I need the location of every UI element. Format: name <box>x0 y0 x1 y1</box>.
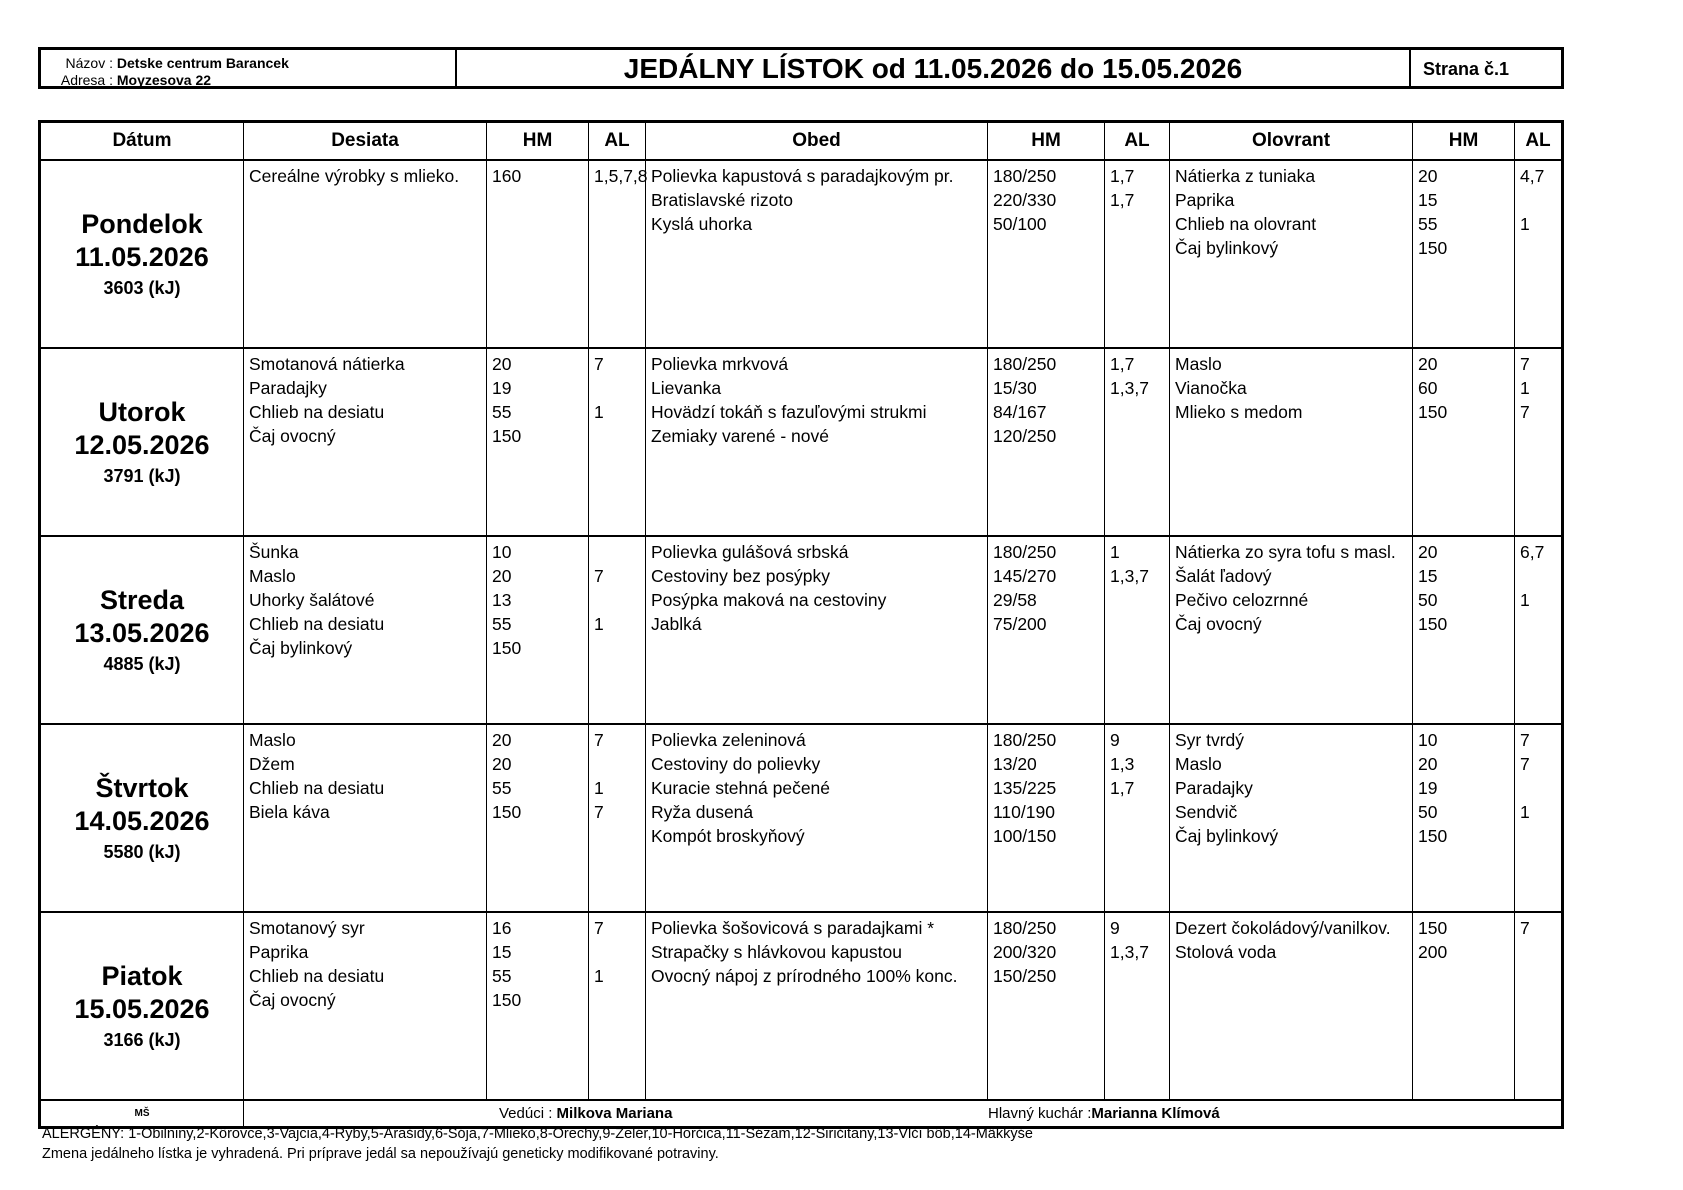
obed-amount: 180/250 <box>993 730 1057 750</box>
obed-amount: 180/250 <box>993 542 1057 562</box>
olovrant-allergens: 7 <box>1520 918 1530 938</box>
olovrant-item: Mlieko s medom <box>1175 402 1303 422</box>
desiata-amount: 20 <box>492 754 512 774</box>
ms-label: MŠ <box>41 1101 244 1126</box>
col-header-datum: Dátum <box>41 123 244 159</box>
desiata-allergens-cell <box>589 537 646 723</box>
olovrant-amount-cell <box>1413 161 1515 347</box>
olovrant-amount: 19 <box>1418 778 1438 798</box>
obed-allergens: 9 <box>1110 730 1120 750</box>
desiata-allergens <box>594 540 645 564</box>
obed-allergens <box>1110 612 1169 636</box>
olovrant-amount-cell <box>1413 349 1515 535</box>
obed-item-cell <box>646 161 988 347</box>
obed-allergens-cell <box>1105 913 1170 1099</box>
desiata-amount-cell <box>487 537 589 723</box>
desiata-allergens: 1,5,7,8 <box>594 166 648 186</box>
day-name: Štvrtok <box>95 773 189 803</box>
col-header-hm: HM <box>1413 123 1515 159</box>
day-date: 12.05.2026 <box>74 430 210 460</box>
olovrant-amount: 15 <box>1418 190 1438 210</box>
olovrant-allergens: 7 <box>1520 730 1530 750</box>
desiata-amount-cell <box>487 913 589 1099</box>
day-name: Pondelok <box>81 209 203 239</box>
day-cell <box>41 913 244 1099</box>
desiata-allergens <box>594 376 645 400</box>
olovrant-item-cell <box>1170 725 1413 911</box>
olovrant-item: Nátierka zo syra tofu s masl. <box>1175 542 1396 562</box>
desiata-allergens: 1 <box>594 778 604 798</box>
obed-amount: 135/225 <box>993 778 1057 798</box>
obed-amount: 110/190 <box>993 802 1055 822</box>
day-energy: 4885 (kJ) <box>103 654 181 674</box>
disclaimer: Zmena jedálneho lístka je vyhradená. Pri príprave jedál sa nepoužívajú geneticky modifikované potraviny. <box>42 1146 719 1162</box>
desiata-item: Smotanová nátierka <box>249 354 405 374</box>
desiata-item: Biela káva <box>249 802 330 822</box>
day-energy: 3166 (kJ) <box>103 1030 181 1050</box>
menu-header <box>38 47 1564 89</box>
obed-allergens: 1 <box>1110 542 1120 562</box>
obed-amount: 100/150 <box>993 826 1057 846</box>
obed-allergens <box>1110 212 1169 236</box>
day-date: 14.05.2026 <box>74 806 210 836</box>
day-cell <box>41 161 244 347</box>
desiata-amount: 150 <box>492 802 522 822</box>
desiata-allergens <box>594 752 645 776</box>
olovrant-amount: 20 <box>1418 754 1438 774</box>
day-cell <box>41 349 244 535</box>
olovrant-item: Syr tvrdý <box>1175 730 1245 750</box>
day-cell <box>41 725 244 911</box>
desiata-amount: 20 <box>492 354 512 374</box>
desiata-amount: 55 <box>492 966 512 986</box>
table-row <box>41 913 1561 1101</box>
obed-item: Polievka šošovicová s paradajkami * <box>651 918 935 938</box>
obed-item-cell <box>646 349 988 535</box>
desiata-amount: 55 <box>492 402 512 422</box>
desiata-amount: 20 <box>492 566 512 586</box>
olovrant-amount: 150 <box>1418 402 1448 422</box>
desiata-amount: 150 <box>492 426 522 446</box>
obed-allergens <box>1110 824 1169 848</box>
desiata-allergens-cell <box>589 161 646 347</box>
day-energy: 3791 (kJ) <box>103 466 181 486</box>
olovrant-amount-cell <box>1413 725 1515 911</box>
allergens-legend: ALERGÉNY: 1-Obilniny,2-Kôrovce,3-Vajcia,4-Ryby,5-Arašidy,6-Sója,7-Mlieko,8-Orechy,9-Zelér,10-Horčica,11-Sézam,12-Siričitany,13-Vlčí bôb,14-Mäkkýše <box>42 1126 1033 1142</box>
desiata-allergens: 7 <box>594 802 604 822</box>
obed-allergens: 1,7 <box>1110 354 1135 374</box>
desiata-item: Smotanový syr <box>249 918 365 938</box>
staff-info <box>244 1101 1561 1126</box>
olovrant-item: Sendvič <box>1175 802 1238 822</box>
obed-item: Hovädzí tokáň s fazuľovými strukmi <box>651 402 927 422</box>
desiata-allergens: 7 <box>594 918 604 938</box>
olovrant-amount: 20 <box>1418 354 1438 374</box>
obed-amount: 180/250 <box>993 166 1057 186</box>
day-energy: 5580 (kJ) <box>103 842 181 862</box>
col-header-hm: HM <box>487 123 589 159</box>
olovrant-allergens-cell <box>1515 349 1561 535</box>
obed-item: Polievka gulášová srbská <box>651 542 849 562</box>
desiata-allergens <box>594 636 645 660</box>
obed-item-cell <box>646 537 988 723</box>
day-date: 15.05.2026 <box>74 994 210 1024</box>
olovrant-allergens: 1 <box>1520 590 1530 610</box>
facility-info <box>41 50 457 86</box>
col-header-al: AL <box>589 123 646 159</box>
address-label: Adresa : <box>60 72 113 88</box>
olovrant-item-cell <box>1170 913 1413 1099</box>
olovrant-amount: 20 <box>1418 166 1438 186</box>
manager-label: Vedúci : <box>499 1105 553 1122</box>
desiata-amount: 16 <box>492 918 512 938</box>
olovrant-allergens <box>1520 776 1561 800</box>
olovrant-amount-cell <box>1413 537 1515 723</box>
desiata-allergens-cell <box>589 725 646 911</box>
obed-allergens <box>1110 800 1169 824</box>
obed-item: Lievanka <box>651 378 722 398</box>
desiata-item: Čaj ovocný <box>249 426 336 446</box>
olovrant-amount-cell <box>1413 913 1515 1099</box>
olovrant-item: Stolová voda <box>1175 942 1277 962</box>
olovrant-amount: 150 <box>1418 614 1448 634</box>
obed-amount: 150/250 <box>993 966 1057 986</box>
obed-item: Ovocný nápoj z prírodného 100% konc. <box>651 966 958 986</box>
obed-amount: 50/100 <box>993 214 1047 234</box>
obed-amount: 145/270 <box>993 566 1057 586</box>
olovrant-allergens-cell <box>1515 913 1561 1099</box>
desiata-amount: 55 <box>492 778 512 798</box>
obed-item: Polievka kapustová s paradajkovým pr. <box>651 166 954 186</box>
desiata-allergens: 1 <box>594 402 604 422</box>
head-cook <box>988 1105 1220 1122</box>
day-date: 11.05.2026 <box>75 242 209 272</box>
olovrant-amount: 200 <box>1418 942 1448 962</box>
olovrant-item: Paradajky <box>1175 778 1253 798</box>
desiata-item: Džem <box>249 754 295 774</box>
desiata-amount-cell <box>487 161 589 347</box>
desiata-allergens: 1 <box>594 614 604 634</box>
notes <box>42 1124 1033 1164</box>
day-name: Streda <box>99 585 185 615</box>
col-header-obed: Obed <box>646 123 988 159</box>
desiata-amount: 160 <box>492 166 522 186</box>
desiata-item: Uhorky šalátové <box>249 590 375 610</box>
col-header-al: AL <box>1105 123 1170 159</box>
obed-allergens: 1,3,7 <box>1110 942 1149 962</box>
obed-amount: 200/320 <box>993 942 1057 962</box>
olovrant-allergens-cell <box>1515 161 1561 347</box>
olovrant-item: Čaj bylinkový <box>1175 826 1279 846</box>
obed-amount-cell <box>988 161 1105 347</box>
obed-item: Jablká <box>651 614 702 634</box>
manager <box>499 1105 672 1122</box>
desiata-item: Čaj bylinkový <box>249 638 353 658</box>
desiata-item: Chlieb na desiatu <box>249 402 385 422</box>
obed-allergens: 1,7 <box>1110 778 1135 798</box>
olovrant-amount: 150 <box>1418 918 1448 938</box>
desiata-item-cell <box>244 349 487 535</box>
table-row <box>41 537 1561 725</box>
olovrant-item-cell <box>1170 537 1413 723</box>
desiata-item: Maslo <box>249 566 296 586</box>
desiata-item: Paprika <box>249 942 309 962</box>
obed-allergens: 1,7 <box>1110 166 1135 186</box>
obed-amount: 220/330 <box>993 190 1057 210</box>
day-name: Utorok <box>98 397 186 427</box>
obed-item-cell <box>646 725 988 911</box>
desiata-amount: 20 <box>492 730 512 750</box>
obed-allergens: 1,7 <box>1110 190 1135 210</box>
desiata-item-cell <box>244 913 487 1099</box>
olovrant-amount: 50 <box>1418 590 1438 610</box>
name-label: Názov : <box>65 55 113 71</box>
obed-item: Ryža dusená <box>651 802 754 822</box>
obed-amount: 180/250 <box>993 354 1057 374</box>
obed-allergens <box>1110 424 1169 448</box>
obed-item: Kuracie stehná pečené <box>651 778 831 798</box>
olovrant-item: Čaj bylinkový <box>1175 238 1279 258</box>
desiata-item-cell <box>244 537 487 723</box>
obed-amount: 13/20 <box>993 754 1037 774</box>
desiata-allergens <box>594 424 645 448</box>
desiata-item: Cereálne výrobky s mlieko. <box>249 166 460 186</box>
obed-item: Bratislavské rizoto <box>651 190 793 210</box>
olovrant-allergens-cell <box>1515 725 1561 911</box>
obed-item: Posýpka maková na cestoviny <box>651 590 887 610</box>
obed-allergens: 1,3,7 <box>1110 566 1149 586</box>
obed-amount: 84/167 <box>993 402 1047 422</box>
olovrant-allergens: 7 <box>1520 354 1530 374</box>
olovrant-amount: 150 <box>1418 826 1448 846</box>
obed-item: Kompót broskyňový <box>651 826 805 846</box>
desiata-item: Šunka <box>249 542 299 562</box>
olovrant-allergens <box>1520 940 1561 964</box>
obed-item: Strapačky s hlávkovou kapustou <box>651 942 902 962</box>
olovrant-amount: 150 <box>1418 238 1448 258</box>
obed-amount-cell <box>988 725 1105 911</box>
obed-allergens: 1,3,7 <box>1110 378 1149 398</box>
desiata-allergens <box>594 988 645 1012</box>
olovrant-amount: 50 <box>1418 802 1438 822</box>
obed-allergens-cell <box>1105 161 1170 347</box>
desiata-amount-cell <box>487 725 589 911</box>
obed-amount-cell <box>988 349 1105 535</box>
olovrant-item: Nátierka z tuniaka <box>1175 166 1316 186</box>
day-energy: 3603 (kJ) <box>103 278 181 298</box>
olovrant-allergens <box>1520 564 1561 588</box>
olovrant-amount: 60 <box>1418 378 1438 398</box>
obed-item: Polievka mrkvová <box>651 354 789 374</box>
olovrant-amount: 10 <box>1418 730 1438 750</box>
obed-allergens: 9 <box>1110 918 1120 938</box>
obed-allergens <box>1110 588 1169 612</box>
desiata-amount: 15 <box>492 942 512 962</box>
olovrant-allergens: 1 <box>1520 214 1530 234</box>
obed-allergens-cell <box>1105 537 1170 723</box>
obed-item: Cestoviny do polievky <box>651 754 821 774</box>
day-date: 13.05.2026 <box>74 618 210 648</box>
head-cook-label: Hlavný kuchár : <box>988 1105 1092 1122</box>
facility-name: Detske centrum Barancek <box>116 55 289 71</box>
desiata-amount: 150 <box>492 638 522 658</box>
obed-amount: 29/58 <box>993 590 1037 610</box>
olovrant-allergens <box>1520 824 1561 848</box>
menu-table <box>38 120 1564 1129</box>
table-footer <box>41 1101 1561 1126</box>
facility-address: Moyzesova 22 <box>116 72 212 88</box>
obed-item: Kyslá uhorka <box>651 214 753 234</box>
desiata-allergens: 7 <box>594 354 604 374</box>
obed-item: Zemiaky varené - nové <box>651 426 829 446</box>
olovrant-allergens <box>1520 612 1561 636</box>
olovrant-item: Šalát ľadový <box>1175 566 1272 586</box>
desiata-item: Chlieb na desiatu <box>249 966 385 986</box>
table-row <box>41 725 1561 913</box>
desiata-allergens <box>594 588 645 612</box>
olovrant-item-cell <box>1170 349 1413 535</box>
obed-allergens: 1,3 <box>1110 754 1135 774</box>
desiata-amount: 55 <box>492 614 512 634</box>
olovrant-item: Pečivo celozrnné <box>1175 590 1309 610</box>
obed-allergens <box>1110 400 1169 424</box>
olovrant-allergens <box>1520 188 1561 212</box>
olovrant-allergens: 7 <box>1520 754 1530 774</box>
obed-amount: 120/250 <box>993 426 1057 446</box>
manager-name: Milkova Mariana <box>556 1105 673 1122</box>
obed-amount: 75/200 <box>993 614 1047 634</box>
desiata-item-cell <box>244 161 487 347</box>
olovrant-allergens: 7 <box>1520 402 1530 422</box>
obed-amount: 180/250 <box>993 918 1057 938</box>
olovrant-allergens: 1 <box>1520 378 1530 398</box>
desiata-item: Chlieb na desiatu <box>249 778 385 798</box>
olovrant-amount: 15 <box>1418 566 1438 586</box>
desiata-amount: 13 <box>492 590 512 610</box>
olovrant-item-cell <box>1170 161 1413 347</box>
olovrant-amount: 55 <box>1418 214 1438 234</box>
col-header-olovrant: Olovrant <box>1170 123 1413 159</box>
olovrant-allergens-cell <box>1515 537 1561 723</box>
desiata-amount-cell <box>487 349 589 535</box>
day-cell <box>41 537 244 723</box>
desiata-item: Chlieb na desiatu <box>249 614 385 634</box>
desiata-allergens: 1 <box>594 966 604 986</box>
olovrant-item: Paprika <box>1175 190 1235 210</box>
olovrant-allergens: 6,7 <box>1520 542 1545 562</box>
obed-item-cell <box>646 913 988 1099</box>
olovrant-item: Dezert čokoládový/vanilkov. <box>1175 918 1391 938</box>
desiata-amount: 19 <box>492 378 512 398</box>
page-number: Strana č.1 <box>1423 59 1510 79</box>
desiata-item: Paradajky <box>249 378 327 398</box>
table-header <box>41 123 1561 161</box>
obed-amount-cell <box>988 537 1105 723</box>
desiata-allergens-cell <box>589 349 646 535</box>
desiata-item-cell <box>244 725 487 911</box>
obed-item: Polievka zeleninová <box>651 730 806 750</box>
col-header-hm: HM <box>988 123 1105 159</box>
desiata-item: Čaj ovocný <box>249 990 336 1010</box>
col-header-desiata: Desiata <box>244 123 487 159</box>
obed-allergens-cell <box>1105 725 1170 911</box>
olovrant-allergens <box>1520 236 1561 260</box>
desiata-allergens: 7 <box>594 566 604 586</box>
desiata-amount: 10 <box>492 542 512 562</box>
obed-allergens-cell <box>1105 349 1170 535</box>
page-title: JEDÁLNY LÍSTOK od 11.05.2026 do 15.05.2026 <box>457 50 1411 86</box>
olovrant-item: Maslo <box>1175 754 1222 774</box>
desiata-allergens-cell <box>589 913 646 1099</box>
obed-amount: 15/30 <box>993 378 1037 398</box>
col-header-al: AL <box>1525 130 1551 151</box>
table-row <box>41 161 1561 349</box>
table-row <box>41 349 1561 537</box>
day-name: Piatok <box>101 961 183 991</box>
obed-amount-cell <box>988 913 1105 1099</box>
olovrant-amount: 20 <box>1418 542 1438 562</box>
olovrant-item: Maslo <box>1175 354 1222 374</box>
head-cook-name: Marianna Klímová <box>1091 1105 1220 1122</box>
olovrant-allergens: 4,7 <box>1520 166 1545 186</box>
desiata-allergens <box>594 940 645 964</box>
desiata-item: Maslo <box>249 730 296 750</box>
obed-allergens <box>1110 964 1169 988</box>
desiata-amount: 150 <box>492 990 522 1010</box>
olovrant-item: Čaj ovocný <box>1175 614 1262 634</box>
olovrant-item: Vianočka <box>1175 378 1247 398</box>
obed-item: Cestoviny bez posýpky <box>651 566 830 586</box>
olovrant-allergens: 1 <box>1520 802 1530 822</box>
desiata-allergens: 7 <box>594 730 604 750</box>
olovrant-item: Chlieb na olovrant <box>1175 214 1317 234</box>
